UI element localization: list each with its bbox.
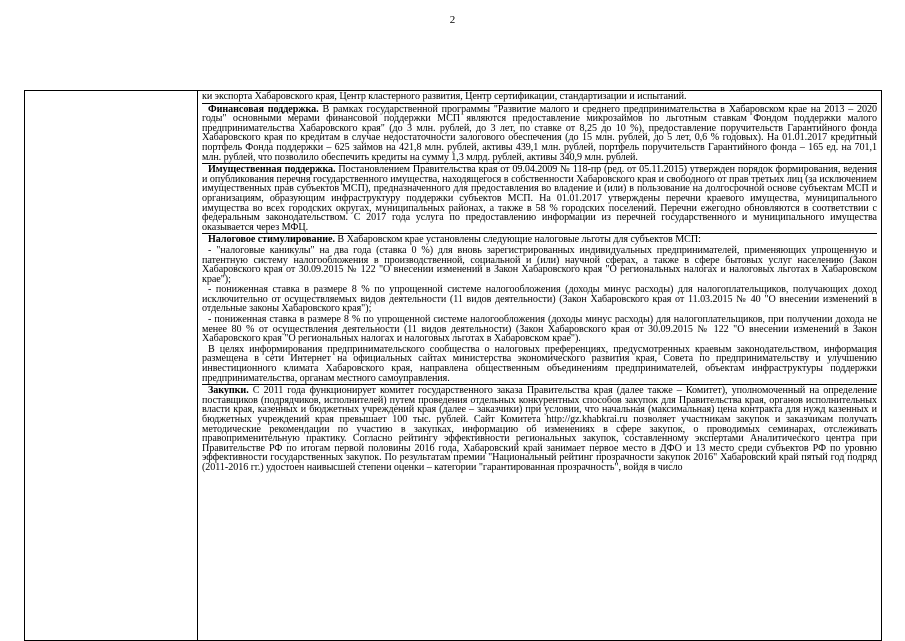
paragraph-heading: Закупки. [208, 385, 249, 397]
content-area [202, 91, 877, 640]
paragraph-text: Постановлением Правительства края от 09.04.2009 № 118-пр (ред. от 05.11.2015) утвержден порядок формирования, ведения и опубликования перечня государственного имущества, находящегося в собственности Хабаровского края и свободного от прав третьих лиц (за исключением имущественных прав субъектов МСП), предназначенного для предоставления во владение и (или) в пользование на долгосрочной основе субъектам МСП и организациям, образующим инфраструктуру поддержки субъектов МСП. На 01.01.2017 утверждены перечни краевого имущества, муниципального имущества во всех городских округах, муниципальных районах, а также в 58 % городских поселений. Перечни ежегодно обновляются в соответствии с федеральным законодательством. С 2017 года услуга по предоставлению информации из перечней государственного и муниципального имущества оказывается через МФЦ. [202, 164, 877, 233]
right-column-cell [198, 91, 882, 641]
paragraph-heading: Налоговое стимулирование. [208, 234, 335, 246]
paragraph-text: ки экспорта Хабаровского края, Центр кластерного развития, Центр сертификации, стандартизации и испытаний. [202, 91, 687, 102]
paragraph-heading: Имущественная поддержка. [208, 164, 336, 176]
paragraph-p6 [202, 314, 877, 344]
page-number: 2 [449, 14, 456, 26]
paragraph-p5 [202, 284, 877, 314]
paragraph-p3 [202, 234, 877, 245]
paragraph-text: В рамках государственной программы "Развитие малого и среднего предпринимательства в Хабаровском крае на 2013 – 2020 годы" основными мерами финансовой поддержки МСП являются предоставление микрозаймов по льготным ставкам Фондом поддержки малого предпринимательства Хабаровского края" (до 3 млн. рублей, до 3 лет, по ставке от 8,25 до 10 %), предоставление поручительств Гарантийного фонда Хабаровского края по кредитам в случае недостаточности залогового обеспечения (до 15 млн. рублей, до 5 лет, 0,6 % годовых). На 01.01.2017 кредитный портфель Фонда поддержки – 625 займов на 421,8 млн. рублей, активы 439,1 млн. рублей, портфель поручительств Гарантийного фонда – 165 ед. на 701,1 млн. рублей, что позволило обеспечить кредиты на сумму 1,3 млрд. рублей, активы 340,9 млн. рублей. [202, 103, 877, 163]
paragraph-p8 [202, 385, 877, 472]
paragraph-heading: Финансовая поддержка. [208, 103, 319, 115]
paragraph-text: - "налоговые каникулы" на два года (ставка 0 %) для вновь зарегистрированных индивидуальных предпринимателей, применяющих упрощенную и патентную систему налогообложения в производственной, социальной и (или) научной сферах, а также в сфере бытовых услуг населению (Закон Хабаровского края от 30.09.2015 № 122 "О внесении изменений в Закон Хабаровского края "О региональных налогах и налоговых льготах в Хабаровском крае"); [202, 244, 877, 285]
left-column-cell [25, 91, 198, 641]
paragraph-text: - пониженная ставка в размере 8 % по упрощенной системе налогообложения (доходы минус расходы) для налогоплательщиков, при получении дохода не менее 80 % от осуществления деятельности (11 видов деятельности) (Закон Хабаровского края от 30.09.2015 № 122 "О внесении изменений в Закон Хабаровского края "О региональных налогах и налоговых льготах в Хабаровском крае"). [202, 314, 877, 345]
paragraph-text: - пониженная ставка в размере 8 % по упрощенной системе налогообложения (доходы минус расходы) для налогоплательщиков, получающих доход исключительно от осуществляемых видов деятельности (11 видов деятельности) (Закон Хабаровского края от 11.03.2015 № 40 "О внесении изменений в отдельные законы Хабаровского края"); [202, 284, 877, 315]
paragraph-text: С 2011 года функционирует комитет государственного заказа Правительства края (далее также – Комитет), уполномоченный на определение поставщиков (подрядчиков, исполнителей) путем проведения отдельных конкурентных способов закупок для Правительства края, органов исполнительных власти края, казенных и бюджетных учреждений края (далее – заказчики) при условии, что начальная (максимальная) цена контракта для нужд казенных и бюджетных учреждений края превышает 100 тыс. рублей. Сайт Комитета http://gz.khabkrai.ru позволяет участникам закупок и заказчикам получать методические рекомендации по участию в закупках, информацию об изменениях в сфере закупок, о проводимых семинарах, отслеживать правоприменительную практику. Согласно рейтингу эффективности региональных закупок, составленному экспертами Аналитического центра при Правительстве РФ по итогам первой половины 2016 года, Хабаровский край занимает первое место в ДФО и 13 место среди субъектов РФ по уровню эффективности государственных закупок. По результатам премии "Национальный рейтинг прозрачности закупок 2016" Хабаровский край пятый год подряд (2011-2016 гг.) удостоен наивысшей степени оценки – категории "гарантированная прозрачность", войдя в число [202, 385, 877, 473]
table-row [25, 91, 882, 641]
document-table [24, 90, 882, 641]
paragraph-p0 [202, 91, 877, 102]
paragraph-p7 [202, 344, 877, 383]
paragraph-text: В целях информирования предпринимательского сообщества о налоговых преференциях, предусмотренных краевым законодательством, информация размещена в сети Интернет на официальных сайтах министерства экономического развития края, Совета по предпринимательству и улучшению инвестиционного климата Хабаровского края, направлена общественным объединениям предпринимателей, объектам инфраструктуры поддержки предпринимательства, органам местного самоуправления. [202, 343, 877, 384]
paragraph-p4 [202, 245, 877, 284]
paragraph-p1 [202, 104, 877, 163]
paragraph-p2 [202, 164, 877, 232]
paragraph-text: В Хабаровском крае установлены следующие налоговые льготы для субъектов МСП: [334, 234, 701, 246]
